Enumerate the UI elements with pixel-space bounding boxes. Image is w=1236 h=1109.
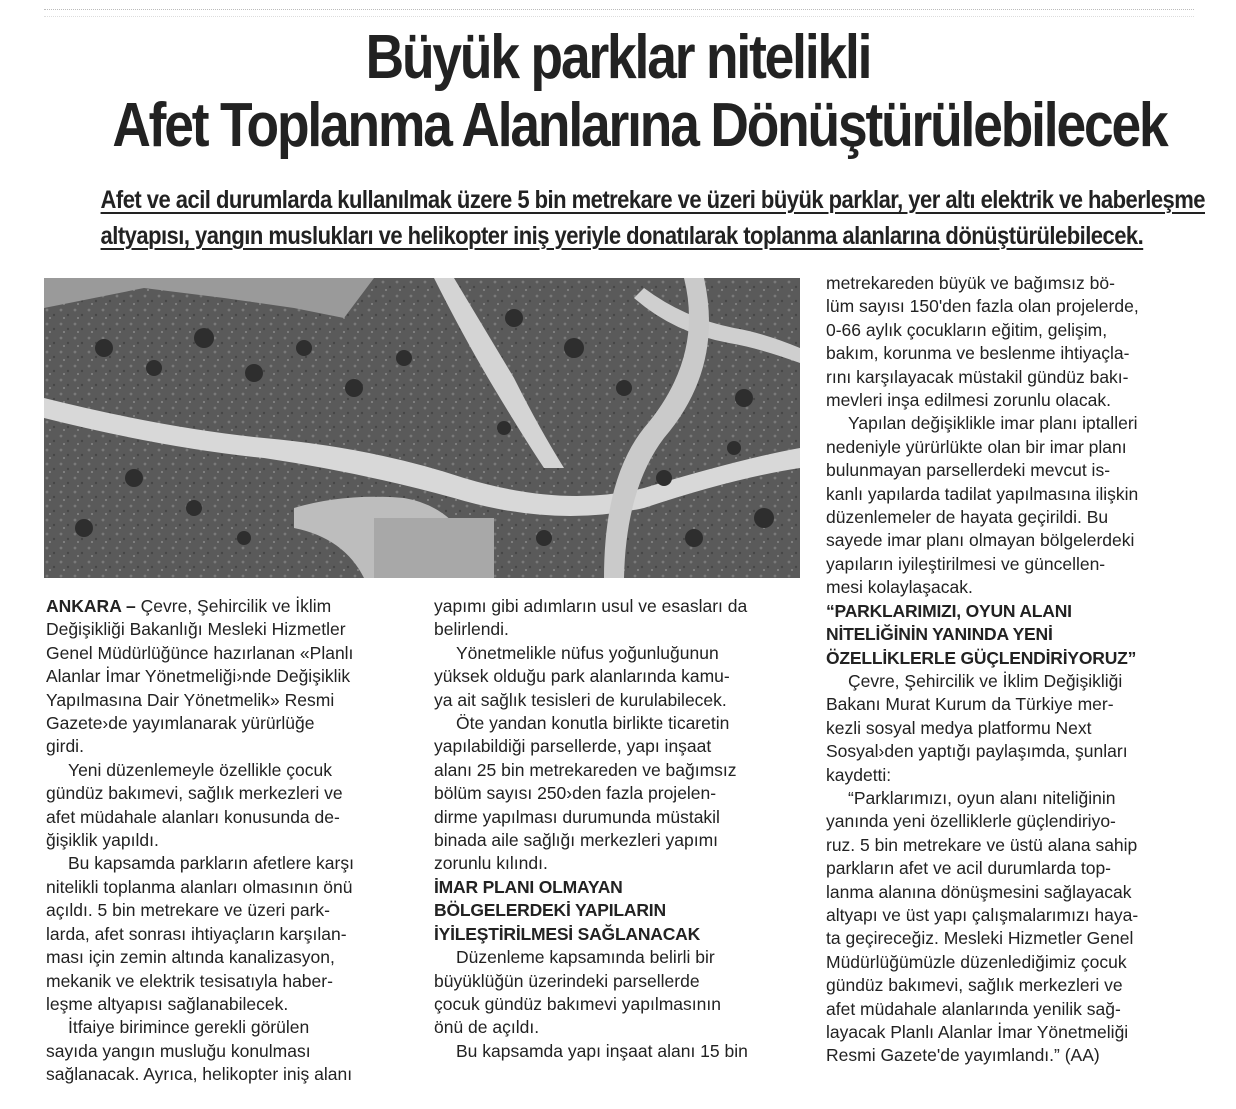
deck-line-1: Afet ve acil durumlarda kullanılmak üzere 5 bin metrekare ve üzeri büyük parklar, yer altı elektrik ve haberleşme [100,186,1206,214]
text-line: sayıda yangın musluğu konulması [46,1040,311,1061]
text-line: zorunlu kılındı. [434,853,548,874]
paragraph [434,595,804,642]
park-photo-graphic [44,278,800,578]
text-line: bulunmayan parsellerdeki mevcut is- [826,460,1111,481]
text-line: Bu kapsamda parkların afetlere karşı [68,853,354,874]
subheading-line: İMAR PLANI OLMAYAN [434,876,623,897]
paragraph [434,712,804,876]
text-line: Yapılan değişiklikle imar planı iptalleri [848,413,1138,434]
text-line: Yönetmelikle nüfus yoğunluğunun [456,642,719,663]
text-line: larda, afet sonrası ihtiyaçların karşılan- [46,923,347,944]
paragraph [46,759,416,853]
article-column-1 [46,595,416,1087]
text-line: afet müdahale alanlarında yenilik sağ- [826,998,1121,1019]
text-line: Alanlar İmar Yönetmeliği›nde Değişiklik [46,666,351,687]
park-aerial-photo [44,278,800,578]
paragraph [46,852,416,1016]
text-line: mesi kolaylaşacak. [826,577,973,598]
text-line: Düzenleme kapsamında belirli bir [456,947,715,968]
paragraph [826,670,1198,787]
text-line: gündüz bakımevi, sağlık merkezleri ve [46,783,343,804]
deck-line-2: altyapısı, yangın muslukları ve helikopter iniş yeriyle donatılarak toplanma alanlarına dönüştürülebilecek. [100,222,1144,250]
text-line: kanlı yapılarda tadilat yapılmasına ilişkin [826,483,1139,504]
subheading [826,600,1198,670]
headline-line-2: Afet Toplanma Alanlarına Dönüştürülebilecek [112,91,1167,160]
text-line: bakım, korunma ve beslenme ihtiyaçla- [826,343,1130,364]
paragraph [434,1040,804,1063]
text-line: mevleri inşa edilmesi zorunlu olacak. [826,390,1111,411]
text-line: Sosyal›den yaptığı paylaşımda, şunları [826,741,1128,762]
text-line: Müdürlüğümüzle düzenlediğimiz çocuk [826,951,1127,972]
paragraph [826,272,1198,412]
text-line: sağlanacak. Ayrıca, helikopter iniş alanı [46,1064,353,1085]
headline-line-1: Büyük parklar nitelikli [365,23,871,92]
paragraph [826,412,1198,599]
headline [112,23,1167,160]
text-line: girdi. [46,736,84,757]
text-line: belirlendi. [434,619,509,640]
text-line: alanı 25 bin metrekareden ve bağımsız [434,759,737,780]
text-line: dirme yapılması durumunda müstakil [434,806,720,827]
subheading [434,876,804,946]
text-line: afet müdahale alanları konusunda de- [46,806,340,827]
text-line: Öte yandan konutla birlikte ticaretin [456,713,730,734]
text-line: lanma alanına dönüşmesini sağlayacak [826,881,1132,902]
text-line: yapıların iyileştirilmesi ve güncellen- [826,553,1106,574]
paragraph [46,1016,416,1086]
text-line: layacak Planlı Alanlar İmar Yönetmeliği [826,1022,1129,1042]
text-line: ta geçireceğiz. Mesleki Hizmetler Genel [826,928,1134,949]
text-line: ya ait sağlık tesisleri de kurulabilecek. [434,689,727,710]
text-line: leşme altyapısı sağlanabilecek. [46,993,289,1014]
text-line: Gazete›de yayımlanarak yürürlüğe [46,713,315,734]
text-line: sayede imar planı olmayan bölgelerdeki [826,530,1135,551]
text-line: Yapılmasına Dair Yönetmelik» Resmi [46,689,335,710]
text-line: yüksek olduğu park alanlarında kamu- [434,666,730,687]
text-line: Değişikliği Bakanlığı Mesleki Hizmetler [46,619,346,640]
paragraph [434,642,804,712]
text-line: İtfaiye birimince gerekli görülen [68,1017,310,1038]
text-line: çocuk gündüz bakımevi yapılmasının [434,993,721,1014]
text-line: nitelikli toplanma alanları olmasının önü [46,876,353,897]
text-line: bölüm sayısı 250›den fazla projelen- [434,783,717,804]
article-column-2 [434,595,804,1063]
article-column-3 [826,272,1198,1068]
deck [100,182,1206,254]
text-line: Yeni düzenlemeyle özellikle çocuk [68,759,332,780]
text-line: yanında yeni özelliklerle güçlendiriyo- [826,811,1116,832]
text-line: parkların afet ve acil durumlarda top- [826,858,1111,879]
text-line: ğişiklik yapıldı. [46,830,159,851]
text-line: binada aile sağlığı merkezleri yapımı [434,830,719,851]
text-line: Çevre, Şehircilik ve İklim [140,596,332,616]
top-rule [44,9,1194,17]
text-line: gündüz bakımevi, sağlık merkezleri ve [826,975,1123,996]
text-line: düzenlemeler de hayata geçirildi. Bu [826,507,1109,528]
text-line: Bu kapsamda yapı inşaat alanı 15 bin [456,1040,748,1061]
text-line: yapımı gibi adımların usul ve esasları da [434,596,748,616]
subheading-line: “PARKLARIMIZI, OYUN ALANI [826,600,1072,621]
text-line: rını karşılayacak müstakil gündüz bakı- [826,366,1129,387]
text-line: 0-66 aylık çocukların eğitim, gelişim, [826,319,1108,340]
subheading-line: BÖLGELERDEKİ YAPILARIN [434,900,666,921]
dateline: ANKARA – [46,596,136,616]
subheading-line: İYİLEŞTİRİLMESİ SAĞLANACAK [434,923,701,944]
text-line: “Parklarımızı, oyun alanı niteliğinin [848,787,1116,808]
subheading-line: NİTELİĞİNİN YANINDA YENİ [826,624,1053,645]
text-line: Resmi Gazete'de yayımlandı.” (AA) [826,1045,1100,1066]
paragraph [434,946,804,1040]
text-line: mekanik ve elektrik tesisatıyla haber- [46,970,333,991]
text-line: kaydetti: [826,764,892,785]
text-line: ması için zemin altında kanalizasyon, [46,947,335,968]
text-line: altyapı ve üst yapı çalışmalarımızı haya- [826,904,1139,925]
text-line: metrekareden büyük ve bağımsız bö- [826,273,1115,293]
text-line: Çevre, Şehircilik ve İklim Değişikliği [848,670,1123,691]
text-line: lüm sayısı 150'den fazla olan projelerde, [826,296,1139,317]
text-line: önü de açıldı. [434,1017,540,1038]
text-line: ruz. 5 bin metrekare ve üstü alana sahip [826,834,1138,855]
text-line: açıldı. 5 bin metrekare ve üzeri park- [46,900,331,921]
subheading-line: ÖZELLİKLERLE GÜÇLENDİRİYORUZ” [826,647,1137,668]
text-line: yapılabildiği parsellerde, yapı inşaat [434,736,712,757]
quote-paragraph [826,787,1198,1068]
paragraph [46,595,416,759]
text-line: Genel Müdürlüğünce hazırlanan «Planlı [46,642,354,663]
text-line: Bakanı Murat Kurum da Türkiye mer- [826,694,1114,715]
text-line: kezli sosyal medya platformu Next [826,717,1092,738]
text-line: nedeniyle yürürlükte olan bir imar planı [826,436,1127,457]
text-line: büyüklüğün üzerindeki parsellerde [434,970,700,991]
